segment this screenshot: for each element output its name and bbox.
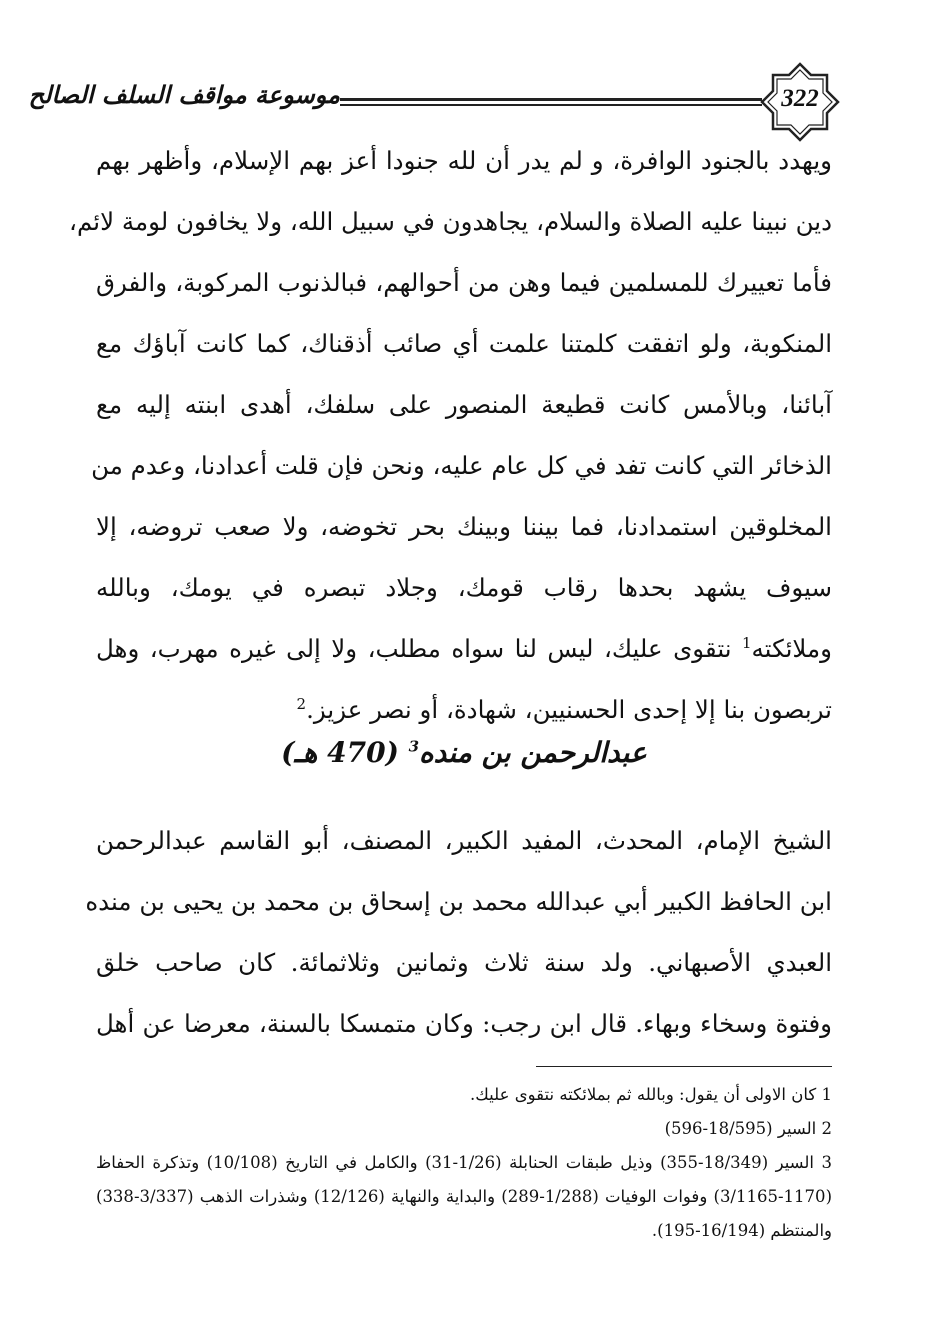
page-header <box>28 62 840 146</box>
footnote-3-line: 3 السير (18/349-355) وذيل طبقات الحنابلة (1/26-31) والكامل في التاريخ (10/108) وتذكرة الحفاظ <box>96 1153 832 1172</box>
footnote-ref: 3 <box>408 737 419 756</box>
text-line: فأما تعييرك للمسلمين فيما وهن من أحوالهم، فبالذنوب المركوبة، والفرق <box>96 268 832 297</box>
footnote-1: 1 كان الاولى أن يقول: وبالله ثم بملائكته نتقوى عليك. <box>470 1085 832 1104</box>
section-heading <box>96 736 832 769</box>
text-line: دين نبينا عليه الصلاة والسلام، يجاهدون في سبيل الله، ولا يخافون لومة لائم، <box>69 207 832 236</box>
footnote-separator <box>536 1066 832 1067</box>
footnote-3-line: والمنتظم (16/194-195). <box>651 1221 832 1240</box>
footnote-ref: 1 <box>742 633 752 652</box>
header-rule <box>340 104 762 106</box>
page-number: 322 <box>781 85 819 112</box>
text-line: سيوف يشهد بحدها رقاب قومك، وجلاد تبصره في يومك، وبالله <box>96 573 832 602</box>
text-line: ويهدد بالجنود الوافرة، و لم يدر أن لله جنودا أعز بهم الإسلام، وأظهر بهم <box>96 146 832 175</box>
text-line: الشيخ الإمام، المحدث، المفيد الكبير، المصنف، أبو القاسم عبدالرحمن <box>96 826 832 855</box>
main-paragraph <box>69 136 832 746</box>
text-line <box>96 624 832 685</box>
footnote-3-line: (3/1165-1170) وفوات الوفيات (1/288-289) والبداية والنهاية (12/126) وشذرات الذهب (3/337-338) <box>96 1187 832 1206</box>
text-segment: وملائكته <box>751 634 832 663</box>
section-paragraph <box>85 816 832 1060</box>
text-segment: نتقوى عليك، ليس لنا سواه مطلب، ولا إلى غيره مهرب، وهل <box>96 634 742 663</box>
text-line: وفتوة وسخاء وبهاء. قال ابن رجب: وكان متمسكا بالسنة، معرضا عن أهل <box>96 1009 832 1038</box>
footnote-ref: 2 <box>296 694 307 713</box>
text-line: العبدي الأصبهاني. ولد سنة ثلاث وثمانين وثلاثمائة. كان صاحب خلق <box>96 948 832 977</box>
text-line: ابن الحافظ الكبير أبي عبدالله محمد بن إسحاق بن محمد بن يحيى بن منده <box>85 887 832 916</box>
header-rule <box>340 98 762 101</box>
footnote-2: 2 السير (18/595-596) <box>664 1119 832 1138</box>
text-line: المخلوقين استمدادنا، فما بيننا وبينك بحر تخوضه، ولا صعب تروضه، إلا <box>96 512 832 541</box>
heading-year: (470 هـ) <box>281 736 409 769</box>
text-line: المنكوبة، ولو اتفقت كلمتنا علمت أي صائب أذقناك، كما كانت آباؤك مع <box>96 329 832 358</box>
running-title: موسوعة مواقف السلف الصالح <box>28 80 340 109</box>
text-line: آبائنا، وبالأمس كانت قطيعة المنصور على سلفك، أهدى ابنته إليه مع <box>96 390 832 419</box>
heading-name: عبدالرحمن بن منده <box>419 736 647 769</box>
text-line: الذخائر التي كانت تفد في كل عام عليه، ونحن فإن قلت أعدادنا، وعدم من <box>91 451 832 480</box>
text-segment: تربصون بنا إلا إحدى الحسنيين، شهادة، أو نصر عزيز. <box>306 695 832 724</box>
footnotes <box>96 1078 832 1248</box>
